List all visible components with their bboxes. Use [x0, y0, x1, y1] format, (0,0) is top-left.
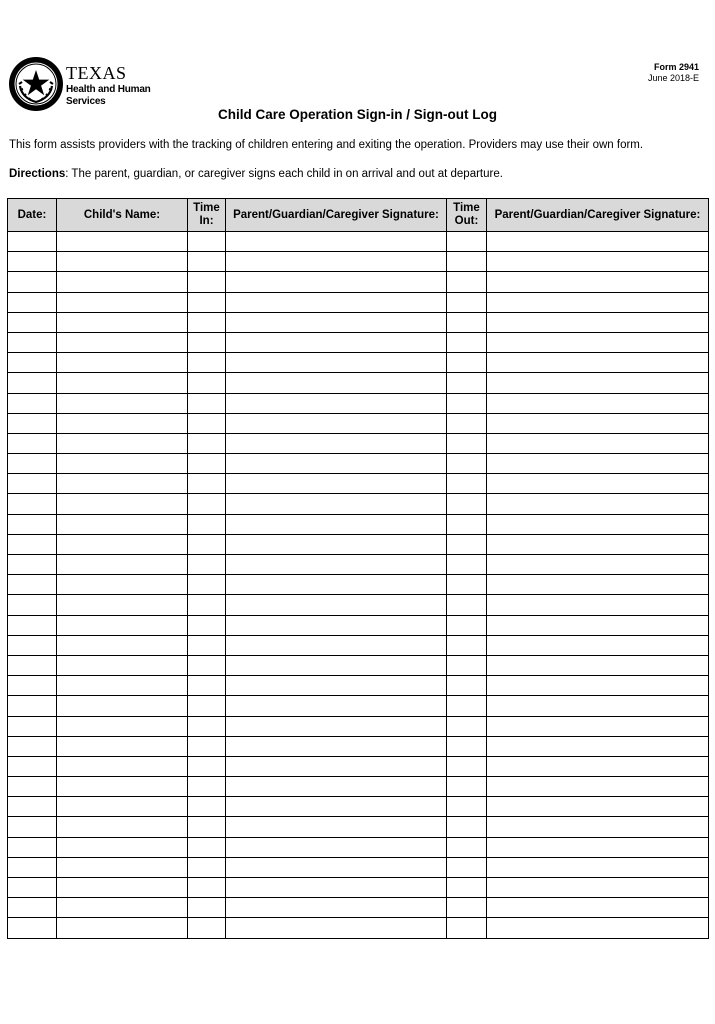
logo-line-1: Health and Human [66, 84, 151, 95]
time-in-cell[interactable] [188, 878, 226, 898]
childs-name-cell[interactable] [57, 797, 188, 817]
date-cell[interactable] [8, 454, 57, 474]
time-out-cell[interactable] [447, 716, 487, 736]
time-out-cell[interactable] [447, 595, 487, 615]
table-row [8, 635, 709, 655]
time-in-cell[interactable] [188, 696, 226, 716]
time-out-cell[interactable] [447, 353, 487, 373]
signature-out-cell[interactable] [487, 898, 709, 918]
page-title: Child Care Operation Sign-in / Sign-out Log [218, 107, 497, 122]
time-in-cell[interactable] [188, 393, 226, 413]
signature-in-cell[interactable] [226, 857, 447, 877]
time-out-cell[interactable] [447, 252, 487, 272]
date-cell[interactable] [8, 857, 57, 877]
form-number: Form 2941 [653, 62, 699, 72]
time-out-cell[interactable] [447, 413, 487, 433]
table-row [8, 575, 709, 595]
column-header-time-out [447, 199, 487, 232]
signature-out-cell[interactable] [487, 918, 709, 938]
signature-in-cell[interactable] [226, 413, 447, 433]
signature-out-cell[interactable] [487, 433, 709, 453]
signature-out-cell[interactable] [487, 373, 709, 393]
time-in-cell[interactable] [188, 716, 226, 736]
childs-name-cell[interactable] [57, 252, 188, 272]
signature-out-cell[interactable] [487, 494, 709, 514]
signature-in-cell[interactable] [226, 918, 447, 938]
time-in-cell[interactable] [188, 635, 226, 655]
signature-out-cell[interactable] [487, 292, 709, 312]
signature-out-cell[interactable] [487, 837, 709, 857]
time-in-cell[interactable] [188, 756, 226, 776]
date-cell[interactable] [8, 494, 57, 514]
table-row [8, 534, 709, 554]
date-cell[interactable] [8, 575, 57, 595]
time-in-cell[interactable] [188, 837, 226, 857]
childs-name-cell[interactable] [57, 393, 188, 413]
time-out-cell[interactable] [447, 918, 487, 938]
column-header-signature-in [226, 199, 447, 232]
date-cell[interactable] [8, 655, 57, 675]
childs-name-cell[interactable] [57, 615, 188, 635]
childs-name-cell[interactable] [57, 514, 188, 534]
table-row [8, 555, 709, 575]
childs-name-cell[interactable] [57, 534, 188, 554]
time-out-cell[interactable] [447, 454, 487, 474]
signature-in-cell[interactable] [226, 898, 447, 918]
signature-in-cell[interactable] [226, 878, 447, 898]
signature-in-cell[interactable] [226, 817, 447, 837]
childs-name-cell[interactable] [57, 474, 188, 494]
signature-in-cell[interactable] [226, 454, 447, 474]
time-out-cell[interactable] [447, 474, 487, 494]
date-cell[interactable] [8, 756, 57, 776]
signature-in-cell[interactable] [226, 756, 447, 776]
logo-line-2: Services [66, 96, 106, 107]
signature-in-cell[interactable] [226, 272, 447, 292]
time-out-cell[interactable] [447, 676, 487, 696]
time-out-cell[interactable] [447, 433, 487, 453]
column-header-label: Parent/Guardian/Caregiver Signature: [233, 208, 439, 221]
date-cell[interactable] [8, 635, 57, 655]
time-in-cell[interactable] [188, 292, 226, 312]
signature-out-cell[interactable] [487, 635, 709, 655]
childs-name-cell[interactable] [57, 635, 188, 655]
signature-out-cell[interactable] [487, 615, 709, 635]
time-in-cell[interactable] [188, 252, 226, 272]
signature-in-cell[interactable] [226, 534, 447, 554]
childs-name-cell[interactable] [57, 454, 188, 474]
childs-name-cell[interactable] [57, 716, 188, 736]
time-out-cell[interactable] [447, 292, 487, 312]
time-in-cell[interactable] [188, 454, 226, 474]
signature-out-cell[interactable] [487, 232, 709, 252]
time-out-cell[interactable] [447, 817, 487, 837]
table-row [8, 514, 709, 534]
form-info [648, 62, 699, 84]
column-header-childs-name [57, 199, 188, 232]
table-row [8, 777, 709, 797]
childs-name-cell[interactable] [57, 433, 188, 453]
date-cell[interactable] [8, 393, 57, 413]
signature-in-cell[interactable] [226, 433, 447, 453]
table-row [8, 615, 709, 635]
date-cell[interactable] [8, 514, 57, 534]
texas-seal-icon [8, 56, 64, 112]
time-out-cell[interactable] [447, 232, 487, 252]
time-in-cell[interactable] [188, 373, 226, 393]
childs-name-cell[interactable] [57, 696, 188, 716]
signature-out-cell[interactable] [487, 857, 709, 877]
time-in-cell[interactable] [188, 736, 226, 756]
signature-in-cell[interactable] [226, 474, 447, 494]
signature-in-cell[interactable] [226, 292, 447, 312]
date-cell[interactable] [8, 898, 57, 918]
time-out-cell[interactable] [447, 534, 487, 554]
signature-in-cell[interactable] [226, 555, 447, 575]
time-in-cell[interactable] [188, 433, 226, 453]
signature-in-cell[interactable] [226, 676, 447, 696]
time-in-cell[interactable] [188, 534, 226, 554]
signature-out-cell[interactable] [487, 817, 709, 837]
time-out-cell[interactable] [447, 555, 487, 575]
date-cell[interactable] [8, 676, 57, 696]
date-cell[interactable] [8, 413, 57, 433]
time-in-cell[interactable] [188, 655, 226, 675]
time-in-cell[interactable] [188, 797, 226, 817]
signature-out-cell[interactable] [487, 353, 709, 373]
childs-name-cell[interactable] [57, 837, 188, 857]
column-header-label: Child's Name: [83, 208, 161, 221]
childs-name-cell[interactable] [57, 353, 188, 373]
signature-in-cell[interactable] [226, 595, 447, 615]
signature-in-cell[interactable] [226, 615, 447, 635]
table-row [8, 332, 709, 352]
childs-name-cell[interactable] [57, 817, 188, 837]
time-in-cell[interactable] [188, 494, 226, 514]
childs-name-cell[interactable] [57, 232, 188, 252]
table-row [8, 373, 709, 393]
table-row [8, 292, 709, 312]
time-out-cell[interactable] [447, 878, 487, 898]
time-in-cell[interactable] [188, 555, 226, 575]
table-row [8, 837, 709, 857]
signature-out-cell[interactable] [487, 534, 709, 554]
signature-in-cell[interactable] [226, 332, 447, 352]
time-in-cell[interactable] [188, 575, 226, 595]
date-cell[interactable] [8, 534, 57, 554]
childs-name-cell[interactable] [57, 878, 188, 898]
table-row [8, 353, 709, 373]
date-cell[interactable] [8, 292, 57, 312]
time-out-cell[interactable] [447, 514, 487, 534]
table-row [8, 797, 709, 817]
column-header-signature-out [487, 199, 709, 232]
signature-in-cell[interactable] [226, 575, 447, 595]
signature-out-cell[interactable] [487, 655, 709, 675]
signature-out-cell[interactable] [487, 878, 709, 898]
table-row [8, 696, 709, 716]
time-in-cell[interactable] [188, 898, 226, 918]
column-header-time-in [188, 199, 226, 232]
date-cell[interactable] [8, 736, 57, 756]
childs-name-cell[interactable] [57, 332, 188, 352]
date-cell[interactable] [8, 615, 57, 635]
time-out-cell[interactable] [447, 696, 487, 716]
time-in-cell[interactable] [188, 312, 226, 332]
sign-in-log-table [7, 198, 709, 939]
childs-name-cell[interactable] [57, 676, 188, 696]
signature-out-cell[interactable] [487, 756, 709, 776]
signature-in-cell[interactable] [226, 696, 447, 716]
time-out-cell[interactable] [447, 756, 487, 776]
time-in-cell[interactable] [188, 413, 226, 433]
date-cell[interactable] [8, 797, 57, 817]
column-header-label: Date: [17, 208, 47, 221]
table-body [8, 232, 709, 939]
childs-name-cell[interactable] [57, 292, 188, 312]
signature-in-cell[interactable] [226, 494, 447, 514]
table-row [8, 393, 709, 413]
table-row [8, 898, 709, 918]
childs-name-cell[interactable] [57, 575, 188, 595]
childs-name-cell[interactable] [57, 898, 188, 918]
time-in-cell[interactable] [188, 615, 226, 635]
signature-in-cell[interactable] [226, 232, 447, 252]
time-in-cell[interactable] [188, 918, 226, 938]
date-cell[interactable] [8, 373, 57, 393]
table-row [8, 454, 709, 474]
childs-name-cell[interactable] [57, 756, 188, 776]
time-out-cell[interactable] [447, 332, 487, 352]
table-row [8, 857, 709, 877]
date-cell[interactable] [8, 332, 57, 352]
date-cell[interactable] [8, 716, 57, 736]
time-out-cell[interactable] [447, 837, 487, 857]
date-cell[interactable] [8, 312, 57, 332]
column-header-label-2: Out: [454, 215, 479, 227]
table-row [8, 756, 709, 776]
signature-out-cell[interactable] [487, 676, 709, 696]
time-in-cell[interactable] [188, 272, 226, 292]
date-cell[interactable] [8, 353, 57, 373]
childs-name-cell[interactable] [57, 312, 188, 332]
date-cell[interactable] [8, 696, 57, 716]
signature-out-cell[interactable] [487, 413, 709, 433]
time-out-cell[interactable] [447, 272, 487, 292]
signature-in-cell[interactable] [226, 353, 447, 373]
signature-in-cell[interactable] [226, 797, 447, 817]
time-out-cell[interactable] [447, 575, 487, 595]
childs-name-cell[interactable] [57, 777, 188, 797]
signature-out-cell[interactable] [487, 514, 709, 534]
signature-out-cell[interactable] [487, 797, 709, 817]
signature-out-cell[interactable] [487, 272, 709, 292]
signature-out-cell[interactable] [487, 736, 709, 756]
time-out-cell[interactable] [447, 777, 487, 797]
signature-out-cell[interactable] [487, 252, 709, 272]
date-cell[interactable] [8, 837, 57, 857]
table-row [8, 232, 709, 252]
table-row [8, 716, 709, 736]
table-row [8, 736, 709, 756]
date-cell[interactable] [8, 252, 57, 272]
signature-in-cell[interactable] [226, 716, 447, 736]
signature-in-cell[interactable] [226, 837, 447, 857]
table-row [8, 433, 709, 453]
childs-name-cell[interactable] [57, 272, 188, 292]
time-in-cell[interactable] [188, 857, 226, 877]
signature-out-cell[interactable] [487, 555, 709, 575]
signature-out-cell[interactable] [487, 777, 709, 797]
signature-in-cell[interactable] [226, 736, 447, 756]
directions-body: : The parent, guardian, or caregiver signs each child in on arrival and out at departure. [65, 168, 503, 180]
date-cell[interactable] [8, 878, 57, 898]
signature-out-cell[interactable] [487, 716, 709, 736]
date-cell[interactable] [8, 918, 57, 938]
time-in-cell[interactable] [188, 595, 226, 615]
signature-out-cell[interactable] [487, 696, 709, 716]
table-header-row [8, 199, 709, 232]
date-cell[interactable] [8, 232, 57, 252]
time-in-cell[interactable] [188, 332, 226, 352]
table-row [8, 413, 709, 433]
date-cell[interactable] [8, 272, 57, 292]
date-cell[interactable] [8, 817, 57, 837]
time-in-cell[interactable] [188, 817, 226, 837]
signature-in-cell[interactable] [226, 635, 447, 655]
childs-name-cell[interactable] [57, 555, 188, 575]
table-row [8, 252, 709, 272]
signature-out-cell[interactable] [487, 474, 709, 494]
signature-in-cell[interactable] [226, 655, 447, 675]
childs-name-cell[interactable] [57, 373, 188, 393]
time-in-cell[interactable] [188, 474, 226, 494]
date-cell[interactable] [8, 595, 57, 615]
time-out-cell[interactable] [447, 312, 487, 332]
childs-name-cell[interactable] [57, 857, 188, 877]
column-header-label: Time [193, 202, 220, 214]
directions-label: Directions [9, 168, 66, 180]
childs-name-cell[interactable] [57, 494, 188, 514]
date-cell[interactable] [8, 474, 57, 494]
column-header-date [8, 199, 57, 232]
signature-in-cell[interactable] [226, 373, 447, 393]
signature-in-cell[interactable] [226, 777, 447, 797]
childs-name-cell[interactable] [57, 918, 188, 938]
logo-texas: TEXAS [66, 63, 127, 83]
directions-text [9, 168, 503, 180]
signature-in-cell[interactable] [226, 252, 447, 272]
time-in-cell[interactable] [188, 514, 226, 534]
table-row [8, 494, 709, 514]
column-header-label: Parent/Guardian/Caregiver Signature: [494, 208, 701, 221]
logo-wordmark [66, 64, 151, 108]
time-out-cell[interactable] [447, 655, 487, 675]
time-out-cell[interactable] [447, 797, 487, 817]
signature-in-cell[interactable] [226, 514, 447, 534]
time-out-cell[interactable] [447, 494, 487, 514]
hhs-logo [8, 56, 158, 114]
column-header-label: Time [453, 202, 480, 214]
table-row [8, 676, 709, 696]
table-row [8, 655, 709, 675]
date-cell[interactable] [8, 433, 57, 453]
time-in-cell[interactable] [188, 353, 226, 373]
date-cell[interactable] [8, 777, 57, 797]
time-in-cell[interactable] [188, 232, 226, 252]
table-row [8, 474, 709, 494]
time-out-cell[interactable] [447, 615, 487, 635]
table-row [8, 817, 709, 837]
signature-out-cell[interactable] [487, 575, 709, 595]
signature-out-cell[interactable] [487, 393, 709, 413]
childs-name-cell[interactable] [57, 655, 188, 675]
childs-name-cell[interactable] [57, 595, 188, 615]
time-out-cell[interactable] [447, 635, 487, 655]
time-out-cell[interactable] [447, 393, 487, 413]
table-row [8, 595, 709, 615]
childs-name-cell[interactable] [57, 736, 188, 756]
time-in-cell[interactable] [188, 777, 226, 797]
signature-in-cell[interactable] [226, 312, 447, 332]
signature-out-cell[interactable] [487, 312, 709, 332]
table-row [8, 272, 709, 292]
time-out-cell[interactable] [447, 373, 487, 393]
time-in-cell[interactable] [188, 676, 226, 696]
signature-in-cell[interactable] [226, 393, 447, 413]
column-header-label-2: In: [199, 215, 214, 227]
date-cell[interactable] [8, 555, 57, 575]
time-out-cell[interactable] [447, 736, 487, 756]
signature-out-cell[interactable] [487, 332, 709, 352]
intro-text: This form assists providers with the tracking of children entering and exiting the operation. Providers may use their own form. [9, 139, 644, 151]
form-date: June 2018-E [647, 73, 699, 83]
childs-name-cell[interactable] [57, 413, 188, 433]
time-out-cell[interactable] [447, 898, 487, 918]
signature-out-cell[interactable] [487, 454, 709, 474]
table-row [8, 878, 709, 898]
table-row [8, 312, 709, 332]
signature-out-cell[interactable] [487, 595, 709, 615]
time-out-cell[interactable] [447, 857, 487, 877]
table-row [8, 918, 709, 938]
